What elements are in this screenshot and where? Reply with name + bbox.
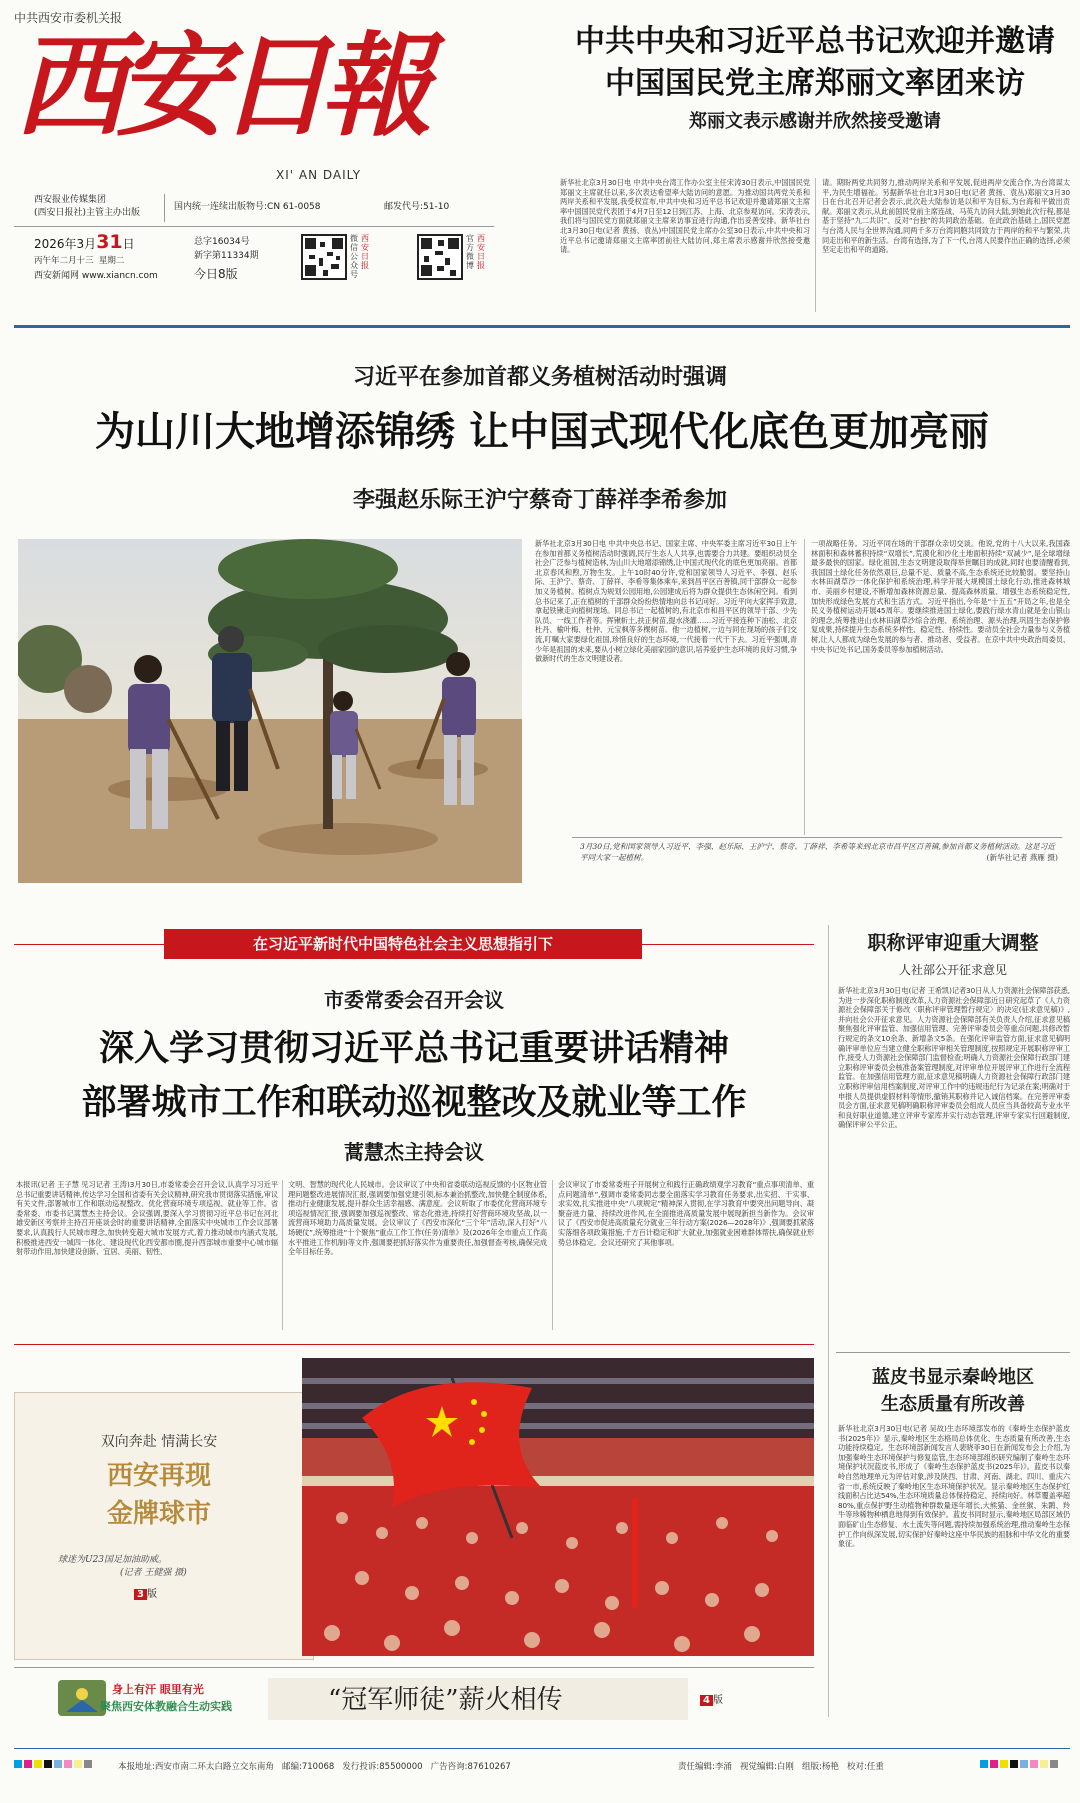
page-ref-number: 4	[700, 1695, 713, 1706]
top-story-col1: 新华社北京3月30日电 中共中央台湾工作办公室主任宋涛30日表示,中国国民党郑丽文主席就任以来,多次表达希望率大陆访问的意愿。为推动国共两党关系和两岸关系和平发展,我受权宣布,中共中央和习近平总书记欢迎并邀请郑丽文主席率中国国民党代表团于4月7日至12日到江苏、上海、北京参观访问。宋涛表示,我们将与国民党方面就郑丽文主席来访事宜进行沟通,作出妥善安排。新华社台北3月30日电(记者 黄扬、袁丛)中国国民党主席办公室30日表示,中共中央和习近平总书记邀请郑丽文主席率团前往大陆访问,郑主席表示感谢并欣然接受邀请。	[560, 178, 810, 255]
title-reform-body: 新华社北京3月30日电(记者 王希凯)记者30日从人力资源社会保障部获悉,为进一步深化职称制度改革,人力资源社会保障部近日研究起草了《人力资源社会保障部关于修改〈职称评审管理暂行规定〉的决定(征求意见稿)》,并向社会公开征求意见。人力资源社会保障部有关负责人介绍,征求意见稿聚焦强化评审监管、加强信用管理、完善评审委员会等重点问题,共修改暂行规定的条文10余条、新增条文5条。在强化评审监管方面,征求意见稿明确评审单位应当建立健全职称评审相关管理制度,按照规定开展职称评审工作,接受人力资源社会保障部门监督检查;明确人力资源社会保障行政部门建立职称评审委员会核准备案管理制度,对评审单位开展评审工作进行全流程监管。在加强信用管理方面,征求意见稿明确人力资源社会保障行政部门建立职称评审信用档案制度,对评审工作中的违规违纪行为记录在案;明确对于申报人员提供虚假材料等情形,撤销其职称并记入诚信档案。在完善评审委员会方面,征求意见稿明确职称评审委员会组成人员应当具备较高专业水平和良好职业道德,建立评审专家库并实行动态管理,评审专家实行回避制度,确保评审公平公正。	[838, 986, 1070, 1130]
page-ref-number: 3	[134, 1589, 147, 1600]
tree-story-col1: 新华社北京3月30日电 中共中央总书记、国家主席、中央军委主席习近平30日上午在参加首都义务植树活动时强调,民厅生态人人共享,也需要合力共建。要组织动员全社会广泛参与植树造林,为山川大地增添锦绣,让中国式现代化的底色更加亮丽。首都北京春风和煦,万物生发。上午10时40分许,党和国家领导人习近平、李强、赵乐际、王沪宁、蔡奇、丁薛祥、李希等集体乘车,来到昌平区百善镇,同干部群众一起参加义务植树。植树点为规划公园用地,公园建成后将为群众提供生态休闲空间。看到总书记来了,正在植树的干部群众纷纷热情地向总书记问好。习近平向大家挥手致意,拿起铁锹走向植树现场。同总书记一起植树的,有北京市和昌平区的领导干部、少先队员、一线工作者等。挥锹斩土,扶正树苗,提水浇灌……习近平接连种下油松、北京杜丹、榆叶梅、杜仲、元宝枫等多棵树苗。他一边植树,一边与同在现场的孩子们交流,叮嘱大家要绿化祖国,珍惜良好的生态环境,一代接着一代干下去。习近平强调,青少年是祖国的未来,要从小树立绿化美丽家园的意识,培养爱护生态环境的良好习惯,争做新时代的生态文明建设者。	[535, 539, 797, 664]
tree-headline: 为山川大地增添锦绣 让中国式现代化底色更加亮丽	[95, 409, 989, 455]
date-prefix: 2026年3月	[34, 237, 97, 251]
caption-text: 3月30日,党和国家领导人习近平、李强、赵乐际、王沪宁、蔡奇、丁薛祥、李希等来到北京市昌平区百善镇,参加首都义务植树活动。这是习近平同大家一起植树。	[580, 842, 1055, 862]
top-story-col2: 请。期盼两党共同努力,推动两岸关系和平发展,促进两岸交流合作,为台湾谋太平,为民生增福祉。另据新华社台北3月30日电(记者 黄扬、袁丛)郑丽文3月30日在台北召开记者会表示,此次赴大陆参访是以和平为目标,为台海和平做出贡献。郑丽文表示,从此前国民党前主席连战、马英九访问大陆,到她此次行程,都是基于坚持“九二共识”、反对“台独”的共同政治基础。在此政治基础上,国民党愿与台湾人民与全世界沟通,同两千多万台湾同胞共同致力于两岸的和平与繁荣,共同走出和平的新生活。台湾有选择,为了下一代,台湾人民要作出正确的选择,必须坚定走出和平的道路。	[815, 178, 1070, 312]
qr2-label: 官方微博	[466, 234, 474, 270]
top-subhead: 郑丽文表示感谢并欣然接受邀请	[689, 111, 941, 132]
committee-headline-line2: 部署城市工作和联动巡视整改及就业等工作	[81, 1083, 747, 1123]
issue-date	[34, 232, 135, 254]
photo-credit: (新华社记者 燕雁 摄)	[986, 853, 1058, 862]
column-divider	[828, 925, 829, 1717]
new-issue: 新字第11334期	[194, 251, 259, 261]
sports-education-icon	[58, 1680, 106, 1716]
party-organ: 中共西安市委机关报	[14, 11, 123, 25]
footer-art: 视觉编辑:白刚	[739, 1762, 794, 1772]
caption-rule	[572, 837, 1062, 838]
promo-caption: 球迷为U23国足加油助威。	[58, 1555, 168, 1565]
tree-planting-illustration	[18, 539, 522, 883]
photo-caption	[580, 841, 1058, 863]
lunar-text: 丙午年二月十三	[34, 256, 94, 266]
footer-postcode: 邮编:710068	[281, 1762, 335, 1772]
color-calibration-bar-right	[980, 1756, 1070, 1784]
report-headline-line2: 生态质量有所改善	[881, 1394, 1025, 1415]
footer-staff	[678, 1760, 884, 1772]
footer-ad: 广告咨询:87610267	[430, 1762, 511, 1772]
footer-address: 本报地址:西安市南二环太白路立交东南角	[118, 1762, 274, 1772]
promo-credit: (记者 王健强 摄)	[120, 1568, 187, 1578]
qr1-label: 微信公众号	[350, 234, 358, 279]
section-rule	[14, 325, 1070, 328]
weibo-qr-code[interactable]	[417, 234, 463, 280]
divider	[14, 226, 494, 227]
top-headline-line1: 中共中央和习近平总书记欢迎并邀请	[575, 24, 1055, 59]
postal-code: 邮发代号:51-10	[384, 202, 450, 212]
column-banner: 在习近平新时代中国特色社会主义思想指引下	[164, 929, 642, 959]
bottom-promo-slogan-2: 聚焦西安体教融合生动实践	[100, 1700, 232, 1713]
committee-headline-line1: 深入学习贯彻习近平总书记重要讲话精神	[98, 1029, 729, 1069]
report-body: 新华社北京3月30日电(记者 吴故)生态环境部发布的《秦岭生态保护蓝皮书(2025年)》显示,秦岭地区生态格局总体优化、生态质量有所改善,生态功能持续稳定。生态环境部新闻发言人裴晓菲30日在新闻发布会上介绍,为加强秦岭生态环境保护与修复监管,生态环境部组织研究编制了秦岭生态环境保护状况蓝皮书,形成了《秦岭生态保护蓝皮书(2025年)》。蓝皮书以秦岭自然地理单元为评估对象,涉及陕西、甘肃、河南、湖北、四川、重庆六省一市,系统反映了秦岭地区生态环境保护状况。显示秦岭地区生态保护红线面积占比达54%,生态环境质量总体保持稳定、持续向好。林草覆盖率超80%,重点保护野生动植物种群数量逐年增长,大熊猫、金丝猴、朱鹮、羚牛等珍稀物种栖息地得到有效保护。蓝皮书同时显示,秦岭地区局部区域仍面临矿山生态修复、水土流失等问题,需持续加强系统治理,推动秦岭生态保护工作向纵深发展,切实保护好秦岭这座中华民族的祖脉和中华文化的重要象征。	[838, 1424, 1070, 1549]
footer-check: 校对:任重	[846, 1762, 884, 1772]
committee-col2: 文明、智慧的现代化人民城市。会议审议了中央和省委联动巡视反馈的小区物业管理问题整改进展情况汇报,强调要加强党建引领,标本兼治抓整改,加快健全制度体系,推动行业健康发展,提升群众生活幸福感、满意度。会议听取了市委优化营商环境专项巡视情况汇报,强调要加强巡视整改、常态化推进,持续打好营商环境攻坚战,以一流营商环境助力高质量发展。会议审议了《西安市深化“三个年”活动,深入打好“八场硬仗”,统筹推进“十个聚焦”重点工作工作(任务)清单》及(2026年全市重点工作高水平推进工作机制)等文件,强调要把抓好落实作为重要责任,加强督查考核,确保完成全年目标任务。	[282, 1180, 547, 1330]
page-count: 今日8版	[194, 267, 238, 281]
stadium-photo	[302, 1358, 814, 1656]
publisher-name: 西安报业传媒集团	[34, 195, 107, 205]
newspaper-logo: 西安日報	[14, 21, 422, 152]
footer-editor: 责任编辑:李涌	[678, 1762, 732, 1772]
divider	[14, 1667, 814, 1668]
footer-circulation: 发行投诉:85500000	[342, 1762, 423, 1772]
stadium-fans-illustration	[302, 1358, 814, 1656]
sports-education-emblem	[58, 1680, 106, 1716]
tree-planting-photo	[18, 539, 522, 883]
title-reform-subhead: 人社部公开征求意见	[898, 963, 1007, 977]
footer-info	[118, 1760, 511, 1772]
promo-kicker: 双向奔赴 情满长安	[100, 1434, 218, 1450]
committee-col3: 会议审议了市委常委班子开展树立和践行正确政绩观学习教育“重点事项清单、重点问题清单”,强调市委常委同志要全面落实学习教育任务要求,出实招、干实事、求实效,扎实推进中央“八项规定”精神深入贯彻,在学习教育中要突出问题导向、凝聚奋进力量、持续改进作风,在全面推进高质量发展中展现新担当新作为。会议审议了《西安市促进高质量充分就业三年行动方案(2026—2028年)》,强调要抓紧落实落细各项政策措施,千方百计稳定和扩大就业,加强就业困难群体帮扶,确保就业形势总体稳定。会议还研究了其他事项。	[552, 1180, 814, 1330]
date-day: 31	[96, 231, 123, 253]
color-calibration-bar	[14, 1756, 114, 1784]
committee-col1: 本报讯(记者 王子慧 见习记者 王涛)3月30日,市委常委会召开会议,认真学习习近平总书记重要讲话精神,传达学习全国和省委有关会议精神,研究我市贯彻落实措施,审议有关文件,部署城市工作和联动巡视整改、优化营商环境专项巡视、就业等工作。省委常委、市委书记蒿慧杰主持会议。会议强调,要深入学习贯彻习近平总书记在河北雄安新区考察并主持召开座谈会时的重要讲话精神,全面落实中央城市工作会议部署要求,认真践行人民城市理念,加快转变超大城市发展方式,着力推动城市内涵式发展,积极推进西安一城四一体化、建设现代化西安都市圈,提升西部城市重要中心城市辐射带动作用,加快建设创新、宜居、美丽、韧性、	[16, 1180, 278, 1257]
weekday: 星期二	[98, 256, 125, 266]
bottom-promo-page-ref[interactable]	[700, 1694, 723, 1708]
promo-rule	[14, 1344, 814, 1345]
committee-subhead: 蒿慧杰主持会议	[344, 1140, 484, 1164]
top-story	[560, 22, 1070, 138]
top-headline-line2: 中国国民党主席郑丽文率团来访	[605, 66, 1025, 101]
cn-number: 国内统一连续出版物号:CN 61-0058	[174, 202, 321, 212]
divider	[164, 194, 165, 222]
page-ref-suffix: 版	[712, 1695, 723, 1706]
total-issue: 总字16034号	[194, 237, 250, 247]
tree-kicker: 习近平在参加首都义务植树活动时强调	[352, 364, 727, 390]
website: 西安新闻网 www.xiancn.com	[34, 271, 158, 281]
lunar-date	[34, 255, 124, 267]
report-headline-line1: 蓝皮书显示秦岭地区	[872, 1367, 1034, 1388]
tree-subhead: 李强赵乐际王沪宁蔡奇丁薛祥李希参加	[352, 487, 727, 513]
footer-proof: 组版:杨艳	[801, 1762, 839, 1772]
title-reform-headline: 职称评审迎重大调整	[867, 932, 1039, 954]
committee-kicker: 市委常委会召开会议	[324, 988, 504, 1012]
qr2-side-label: 西安日报	[477, 234, 485, 270]
promo-title-line1: 西安再现	[106, 1461, 211, 1491]
logo-english: XI' AN DAILY	[276, 168, 362, 182]
promo-page-ref[interactable]	[134, 1588, 157, 1602]
promo-title-line2: 金牌球市	[106, 1499, 211, 1529]
bottom-promo-slogan-1: 身上有汗 眼里有光	[112, 1683, 204, 1696]
qr1-side-label: 西安日报	[361, 234, 369, 270]
publisher-desc: (西安日报社)主管主办出版	[34, 208, 141, 218]
wechat-qr-code[interactable]	[301, 234, 347, 280]
bottom-promo-title: “冠军师徒”薪火相传	[328, 1685, 563, 1715]
page-ref-suffix: 版	[146, 1589, 157, 1600]
footer-rule	[14, 1748, 1070, 1749]
date-suffix: 日	[122, 237, 135, 251]
divider	[836, 1352, 1070, 1353]
tree-story-col2: 一项战略任务。习近平同在场的干部群众亲切交谈。他说,党的十八大以来,我国森林面积和森林蓄积持续“双增长”,荒漠化和沙化土地面积持续“双减少”,是全球增绿最多最快的国家。绿化祖国,生态文明建设取得举世瞩目的成就,同时也要清醒看到,我国国土绿化任务依然艰巨,总量不足、质量不高,生态系统还比较脆弱。要坚持山水林田湖草沙一体化保护和系统治理,科学开展大规模国土绿化行动,推进森林城市、美丽乡村建设,不断增加森林资源总量、提高森林质量、增强生态系统稳定性,加快形成绿色发展方式和生活方式。习近平指出,今年是“十五五”开局之年,也是全民义务植树运动开展45周年。要继续推进国土绿化,要践行绿水青山就是金山银山的理念,统筹推进山水林田湖草沙综合治理、系统治理、源头治理,巩固生态保护修复成果,持续提升生态系统多样性、稳定性、持续性。要动员全社会力量参与义务植树,让人人都成为绿色发展的参与者、推动者、受益者。在京中共中央政治局委员、中央书记处书记,国务委员等参加植树活动。	[804, 539, 1070, 835]
masthead	[14, 8, 574, 298]
